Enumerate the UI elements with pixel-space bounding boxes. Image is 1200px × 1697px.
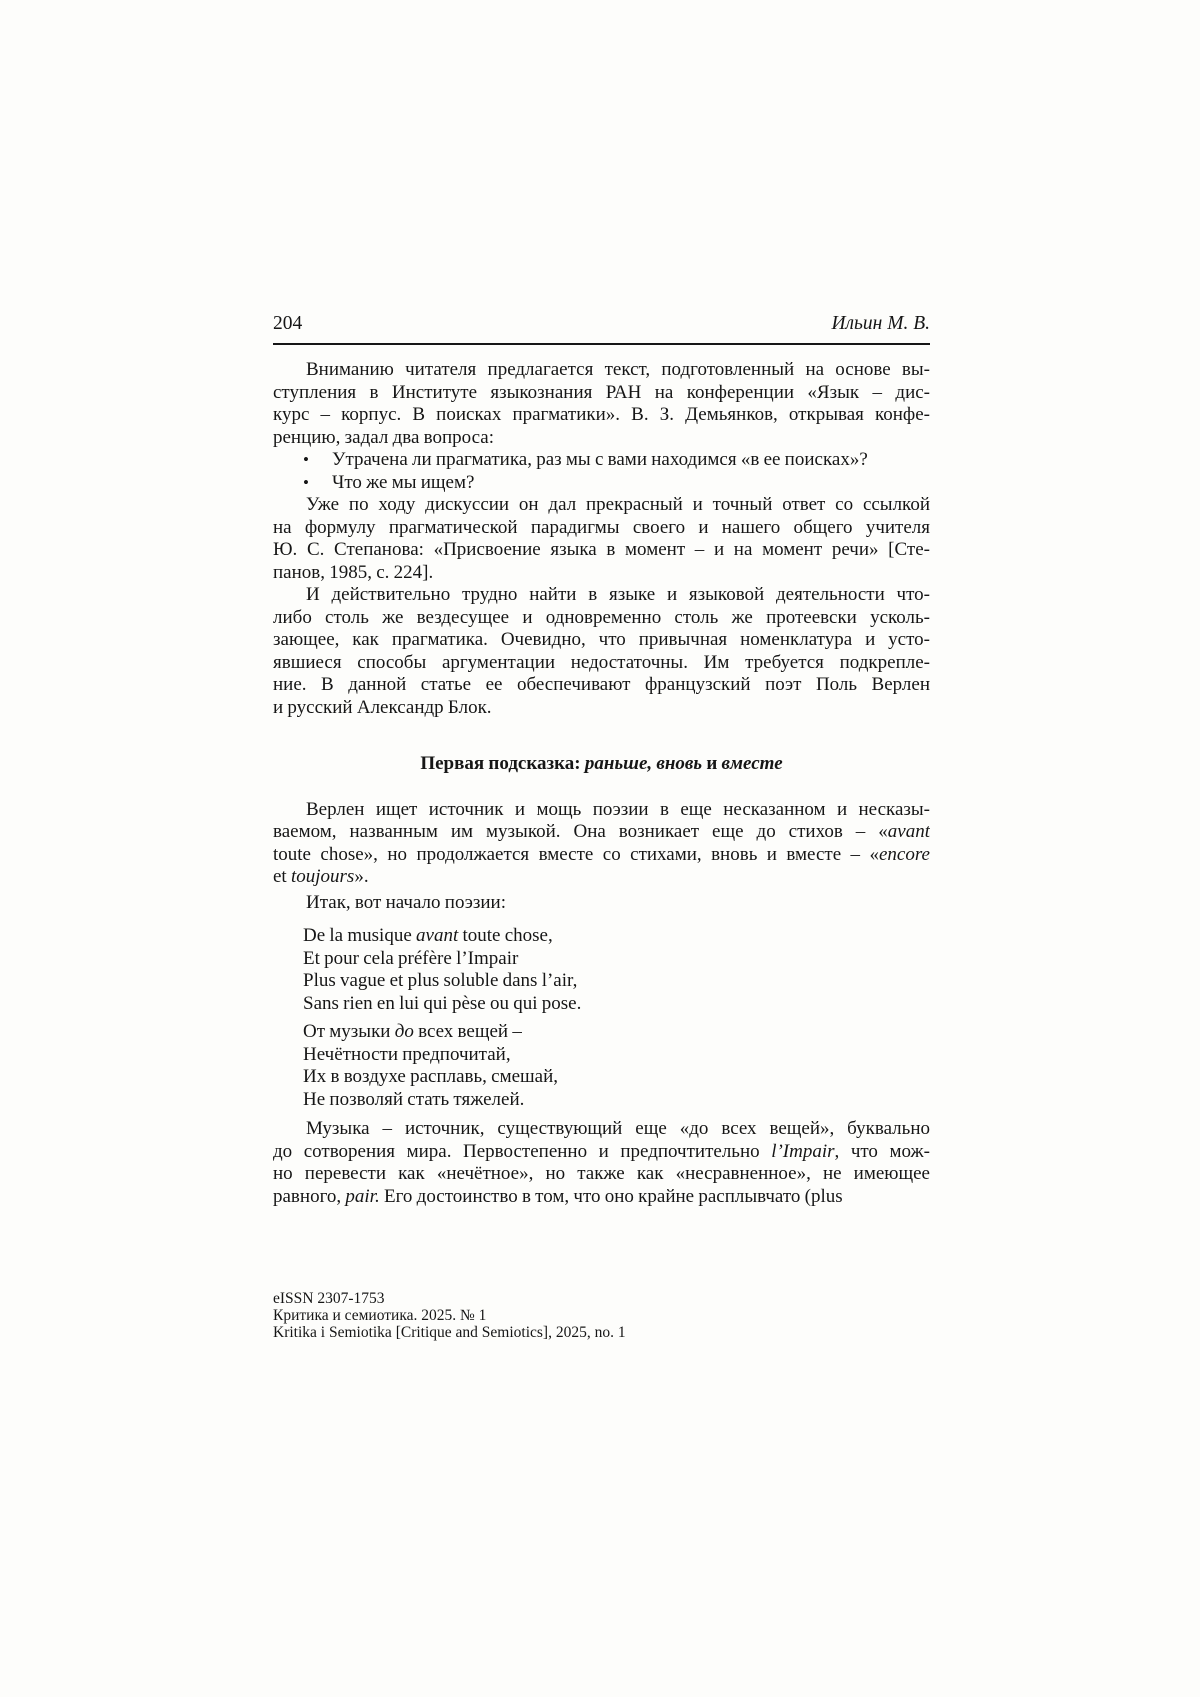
header-rule (273, 343, 930, 345)
text-segment: и (702, 753, 722, 774)
text-segment: toujours (290, 866, 355, 887)
text-segment: ваемом, названным им музыкой. Она возникает еще до стихов – « (273, 821, 888, 842)
bullet-icon: • (303, 472, 309, 492)
journal-footer (273, 1290, 930, 1341)
text-segment: Уже по ходу дискуссии он дал прекрасный и точный ответ со ссылкой (306, 494, 930, 515)
text-segment: на формулу прагматической парадигмы своего и нашего общего учителя (273, 516, 930, 538)
text-segment: De la musique (303, 925, 417, 946)
text-line (273, 892, 930, 915)
text-segment: encore (879, 843, 930, 865)
text-line (273, 584, 930, 607)
text-segment: ». (354, 866, 369, 887)
pragmatics-paragraph (273, 584, 930, 719)
text-line (273, 1118, 930, 1141)
text-segment: курс – корпус. В поисках прагматики». В. З. Демьянков, открывая конфе- (273, 404, 930, 425)
footer-journal-ru: Критика и семиотика. 2025. № 1 (273, 1307, 487, 1324)
text-line (273, 404, 930, 427)
text-segment: avant (887, 821, 930, 842)
text-line (273, 993, 930, 1016)
bullet-item (273, 472, 930, 495)
running-header (273, 313, 930, 336)
text-line (273, 539, 930, 562)
section-heading-text (273, 753, 930, 776)
footer-eissn: eISSN 2307-1753 (273, 1290, 385, 1307)
bullet-icon: • (303, 450, 309, 469)
text-segment: до (394, 1021, 414, 1042)
french-stanza (273, 925, 930, 1015)
text-line (273, 799, 930, 822)
text-segment: Нечётности предпочитай, (303, 1043, 511, 1065)
text-line (273, 1021, 930, 1044)
section-heading (273, 753, 930, 776)
text-segment: pair. (345, 1185, 380, 1207)
text-segment: и русский Александр Блок. (273, 696, 492, 718)
text-segment: Верлен ищет источник и мощь поэзии в еще несказанном и несказы- (306, 798, 930, 820)
text-segment: до сотворения мира. Первостепенно и предпочтительно (273, 1140, 772, 1162)
text-segment: но перевести как «нечётное», но также как «несравненное», не имеющее (273, 1163, 930, 1184)
text-segment: ступления в Институте языкознания РАН на конференции «Язык – дис- (273, 381, 930, 403)
running-author: Ильин М. В. (831, 313, 930, 334)
opening-questions-list (273, 449, 930, 494)
text-segment: Музыка – источник, существующий еще «до всех вещей», буквально (306, 1118, 930, 1139)
russian-stanza (273, 1021, 930, 1111)
page-number: 204 (273, 313, 303, 334)
text-line (273, 1141, 930, 1164)
text-line (273, 562, 930, 585)
text-line (273, 494, 930, 517)
text-segment: , что мож- (834, 1140, 930, 1162)
music-paragraph (273, 1118, 930, 1208)
text-line (273, 866, 930, 889)
text-segment: И действительно трудно найти в языке и языковой деятельности что- (306, 584, 930, 605)
text-line (273, 970, 930, 993)
bullet-text: Что же мы ищем? (332, 471, 475, 493)
text-segment: Ю. С. Степанова: «Присвоение языка в момент – и на момент речи» [Сте- (273, 539, 930, 560)
text-segment: раньше, вновь (584, 753, 703, 774)
text-segment: Вниманию читателя предлагается текст, подготовленный на основе вы- (306, 359, 930, 380)
bullet-text: Утрачена ли прагматика, раз мы с вами находимся «в ее поисках»? (332, 449, 868, 470)
verlaine-paragraph (273, 799, 930, 889)
text-segment: Plus vague et plus soluble dans l’air, (303, 970, 578, 991)
text-segment: Итак, вот начало поэзии: (306, 891, 506, 913)
article-body (273, 359, 930, 1208)
text-line (273, 697, 930, 720)
text-segment: avant (416, 925, 459, 946)
text-line (273, 629, 930, 652)
text-segment: равного, (273, 1185, 346, 1207)
text-line (273, 948, 930, 971)
text-segment: зающее, как прагматика. Очевидно, что привычная номенклатура и усто- (273, 629, 930, 650)
text-segment: ние. В данной статье ее обеспечивают французский поэт Поль Верлен (273, 674, 930, 695)
text-segment: toute chose, (458, 925, 553, 946)
text-line (273, 652, 930, 675)
discussion-paragraph (273, 494, 930, 584)
bullet-item (273, 449, 930, 472)
text-segment: Et pour cela préfère l’Impair (303, 947, 519, 969)
text-line (273, 382, 930, 405)
text-line (273, 925, 930, 948)
text-line (273, 359, 930, 382)
text-segment: Их в воздухе расплавь, смешай, (303, 1066, 559, 1087)
text-line (273, 1066, 930, 1089)
text-segment: явшиеся способы аргументации недостаточны. Им требуется подкрепле- (273, 651, 930, 673)
text-segment: et (273, 866, 291, 887)
text-line (273, 1163, 930, 1186)
text-segment: toute chose», но продолжается вместе со стихами, вновь и вместе – « (273, 843, 879, 865)
text-line (273, 1044, 930, 1067)
intro-paragraph (273, 359, 930, 449)
text-segment: вместе (721, 753, 783, 774)
text-segment: От музыки (303, 1021, 395, 1042)
text-segment: Sans rien en lui qui pèse ou qui pose. (303, 992, 582, 1014)
text-line (273, 844, 930, 867)
text-segment: ренцию, задал два вопроса: (273, 426, 494, 448)
text-line (273, 1186, 930, 1209)
lead-in-paragraph (273, 892, 930, 915)
text-segment: Первая подсказка: (420, 753, 585, 774)
text-line (273, 427, 930, 450)
text-segment: панов, 1985, с. 224]. (273, 561, 434, 583)
text-segment: Его достоинство в том, что оно крайне расплывчато (plus (379, 1185, 843, 1207)
text-segment: всех вещей – (413, 1021, 522, 1042)
text-line (273, 517, 930, 540)
text-line (273, 1089, 930, 1112)
footer-journal-en: Kritika i Semiotika [Critique and Semiotics], 2025, no. 1 (273, 1324, 626, 1341)
text-line (273, 674, 930, 697)
text-line (273, 607, 930, 630)
text-segment: Не позволяй стать тяжелей. (303, 1088, 525, 1110)
text-line (273, 821, 930, 844)
text-segment: l’Impair (771, 1140, 835, 1162)
text-segment: либо столь же вездесущее и одновременно столь же протеевски усколь- (273, 606, 930, 628)
